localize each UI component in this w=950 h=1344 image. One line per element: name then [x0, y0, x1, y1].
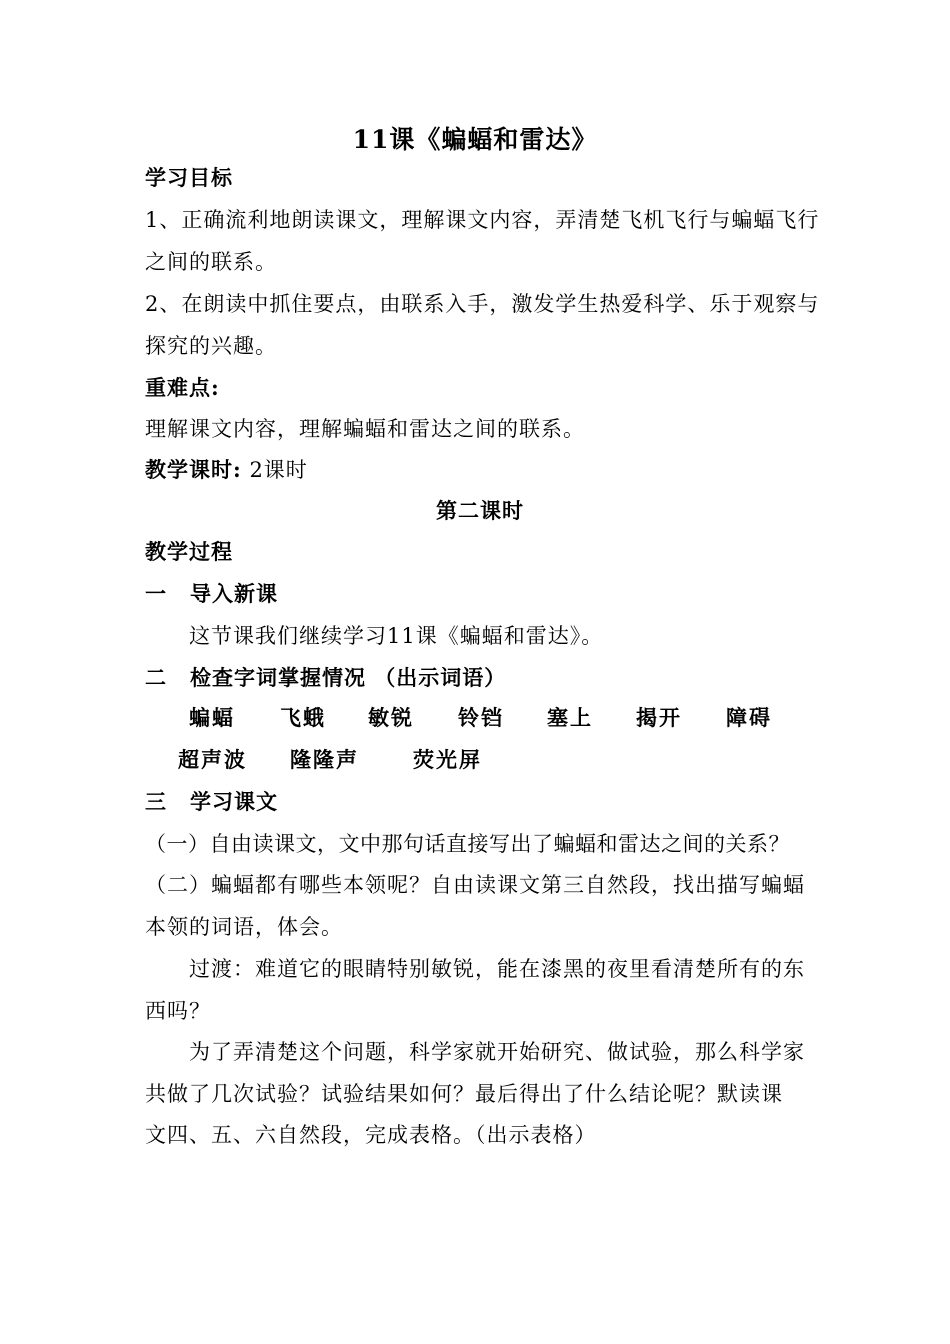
- section-3-heading: [145, 781, 815, 823]
- objective-2-line-1: 2、在朗读中抓住要点，由联系入手，激发学生热爱科学、乐于观察与: [145, 292, 820, 316]
- paragraph-line-3: 文四、五、六自然段，完成表格。（出示表格）: [145, 1123, 597, 1147]
- section-1-number: 一: [145, 581, 167, 606]
- vocab-word: 揭开: [636, 705, 682, 730]
- teaching-hours-label: 教学课时:: [145, 457, 242, 482]
- transition-line-2: 西吗？: [145, 999, 211, 1023]
- transition-line-1: 过渡：难道它的眼睛特别敏锐，能在漆黑的夜里看清楚所有的东: [189, 957, 805, 981]
- question-2-line-1: （二）蝙蝠都有哪些本领呢？自由读课文第三自然段，找出描写蝙蝠: [145, 873, 805, 897]
- section-2-heading: [145, 657, 815, 699]
- vocab-word: 荧光屏: [413, 747, 482, 772]
- key-points-text: 理解课文内容，理解蝙蝠和雷达之间的联系。: [145, 417, 585, 441]
- question-1: （一）自由读课文，文中那句话直接写出了蝙蝠和雷达之间的关系？: [145, 832, 790, 856]
- objective-2-line-2: 探究的兴趣。: [145, 334, 277, 358]
- process-heading: 教学过程: [145, 539, 233, 564]
- vocab-word: 蝙蝠: [189, 705, 235, 730]
- section-1-title: 导入新课: [190, 581, 278, 606]
- question-2-line-2: 本领的词语，体会。: [145, 915, 343, 939]
- vocab-word: 铃铛: [458, 705, 504, 730]
- vocab-word: 隆隆声: [290, 747, 359, 772]
- document-title: 11课《蝙蝠和雷达》: [352, 125, 598, 154]
- key-points-heading: 重难点:: [145, 375, 220, 400]
- objective-1-line-1: 1、正确流利地朗读课文，理解课文内容，弄清楚飞机飞行与蝙蝠飞行: [145, 208, 820, 232]
- objectives-heading: 学习目标: [145, 165, 233, 190]
- section-2-number: 二: [145, 665, 167, 690]
- teaching-hours: [145, 449, 815, 491]
- paragraph-line-1: 为了弄清楚这个问题，科学家就开始研究、做试验，那么科学家: [189, 1040, 805, 1064]
- vocab-word: 障碍: [726, 705, 772, 730]
- paragraph-line-2: 共做了几次试验？试验结果如何？最后得出了什么结论呢？默读课: [145, 1082, 783, 1106]
- vocab-word: 超声波: [178, 747, 247, 772]
- section-1-heading: [145, 573, 815, 615]
- section-2-title: 检查字词掌握情况 （出示词语）: [190, 665, 507, 690]
- section-3-title: 学习课文: [190, 789, 278, 814]
- vocab-word: 飞蛾: [280, 705, 326, 730]
- section-1-text: 这节课我们继续学习11课《蝙蝠和雷达》。: [189, 624, 604, 648]
- section-3-number: 三: [145, 789, 167, 814]
- objective-1-line-2: 之间的联系。: [145, 250, 277, 274]
- vocab-word: 塞上: [547, 705, 593, 730]
- teaching-hours-value: 2课时: [241, 458, 308, 482]
- session-title: 第二课时: [436, 498, 524, 523]
- vocab-word: 敏锐: [368, 705, 414, 730]
